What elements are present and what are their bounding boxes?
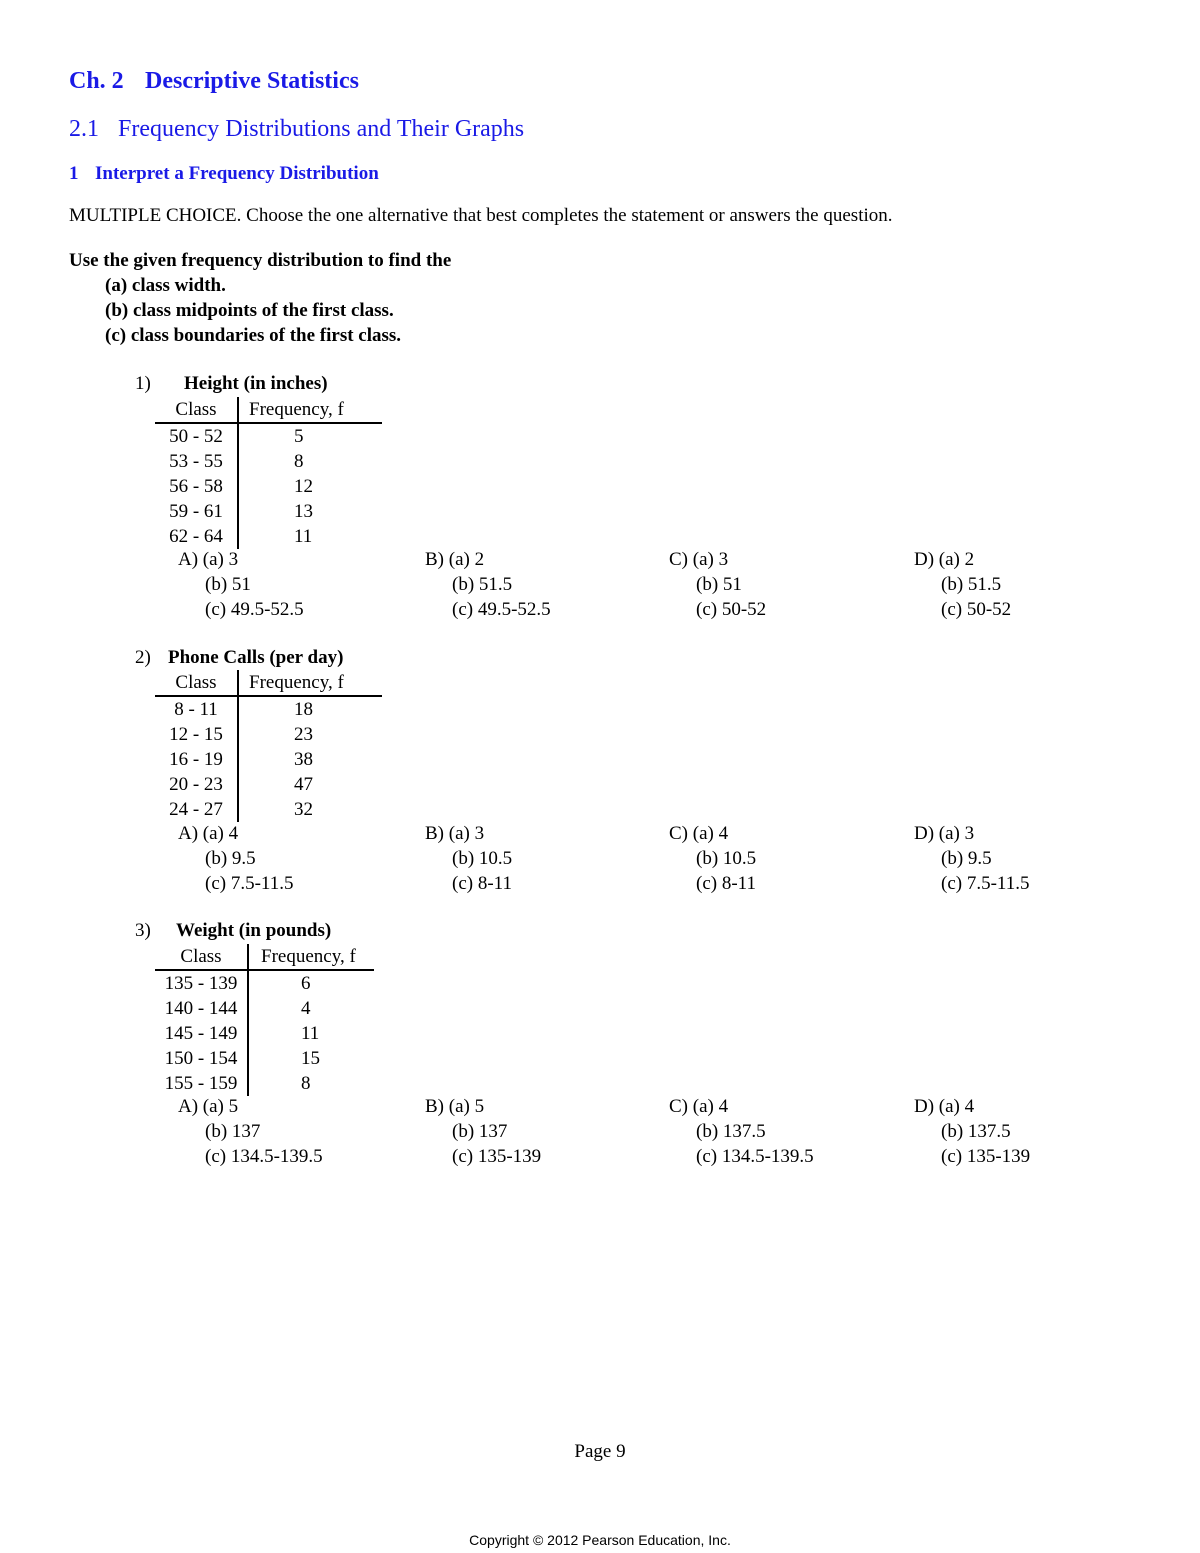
choice-d[interactable] bbox=[914, 1094, 1030, 1169]
class-cell: 135 - 139 bbox=[155, 970, 248, 996]
instructions-line-a: (a) class width. bbox=[105, 275, 226, 296]
question-title: Weight (in pounds) bbox=[176, 920, 332, 941]
chapter-number: Ch. 2 bbox=[69, 68, 124, 94]
choice-d[interactable] bbox=[914, 547, 1011, 622]
multiple-choice-instructions: MULTIPLE CHOICE. Choose the one alternative that best completes the statement or answers the question. bbox=[69, 205, 893, 226]
section-heading bbox=[69, 116, 524, 143]
table-row bbox=[155, 772, 382, 797]
choice-line: (b) 137 bbox=[205, 1121, 261, 1142]
table-row bbox=[155, 722, 382, 747]
page-number: Page 9 bbox=[574, 1441, 626, 1462]
objective-number: 1 bbox=[69, 163, 79, 184]
frequency-table bbox=[155, 944, 374, 1096]
choice-line: (c) 134.5-139.5 bbox=[696, 1146, 814, 1167]
choice-line: (b) 51 bbox=[696, 574, 742, 595]
copyright-notice: Copyright © 2012 Pearson Education, Inc. bbox=[469, 1532, 731, 1548]
choice-line: (c) 7.5-11.5 bbox=[205, 873, 294, 894]
question-title: Height (in inches) bbox=[184, 373, 328, 394]
frequency-cell: 5 bbox=[294, 425, 304, 447]
column-header-frequency: Frequency, f bbox=[238, 397, 382, 423]
choice-line: D) (a) 3 bbox=[914, 823, 975, 844]
table-row bbox=[155, 1021, 374, 1046]
section-title: Frequency Distributions and Their Graphs bbox=[118, 116, 525, 142]
choice-line: (b) 51.5 bbox=[452, 574, 513, 595]
frequency-cell: 15 bbox=[301, 1047, 320, 1069]
class-cell: 56 - 58 bbox=[155, 474, 238, 499]
choice-c[interactable] bbox=[669, 821, 756, 896]
chapter-title: Descriptive Statistics bbox=[145, 68, 359, 94]
choice-line: (c) 8-11 bbox=[696, 873, 756, 894]
column-header-frequency: Frequency, f bbox=[248, 944, 374, 970]
choice-line: (c) 50-52 bbox=[696, 599, 767, 620]
choice-line: (b) 10.5 bbox=[696, 848, 757, 869]
objective-heading bbox=[69, 163, 379, 185]
choice-b[interactable] bbox=[425, 547, 551, 622]
choice-line: (c) 49.5-52.5 bbox=[452, 599, 551, 620]
class-cell: 62 - 64 bbox=[155, 524, 238, 549]
class-cell: 145 - 149 bbox=[155, 1021, 248, 1046]
class-cell: 59 - 61 bbox=[155, 499, 238, 524]
choice-line: A) (a) 3 bbox=[178, 549, 239, 570]
choice-line: (b) 10.5 bbox=[452, 848, 513, 869]
frequency-cell: 8 bbox=[294, 450, 304, 472]
question-instructions bbox=[69, 248, 451, 348]
column-header-class: Class bbox=[155, 670, 238, 696]
choice-line: B) (a) 2 bbox=[425, 549, 485, 570]
choice-line: (c) 134.5-139.5 bbox=[205, 1146, 323, 1167]
column-header-class: Class bbox=[155, 944, 248, 970]
choice-a[interactable] bbox=[178, 821, 293, 896]
question-number: 2) bbox=[135, 647, 151, 668]
choice-line: (b) 51 bbox=[205, 574, 251, 595]
class-cell: 155 - 159 bbox=[155, 1071, 248, 1096]
choice-line: (c) 49.5-52.5 bbox=[205, 599, 304, 620]
choice-line: (b) 9.5 bbox=[205, 848, 256, 869]
choice-c[interactable] bbox=[669, 1094, 814, 1169]
choice-line: (c) 50-52 bbox=[941, 599, 1012, 620]
chapter-heading bbox=[69, 68, 359, 95]
column-header-frequency: Frequency, f bbox=[238, 670, 382, 696]
class-cell: 20 - 23 bbox=[155, 772, 238, 797]
frequency-cell: 13 bbox=[294, 500, 313, 522]
table-row bbox=[155, 1046, 374, 1071]
choice-b[interactable] bbox=[425, 1094, 541, 1169]
table-row bbox=[155, 996, 374, 1021]
frequency-cell: 6 bbox=[301, 972, 311, 994]
choice-line: (c) 135-139 bbox=[941, 1146, 1031, 1167]
frequency-cell: 47 bbox=[294, 773, 313, 795]
table-row bbox=[155, 747, 382, 772]
choice-d[interactable] bbox=[914, 821, 1029, 896]
column-header-class: Class bbox=[155, 397, 238, 423]
frequency-table bbox=[155, 397, 382, 549]
table-row bbox=[155, 970, 374, 996]
instructions-lead: Use the given frequency distribution to find the bbox=[69, 250, 452, 271]
choice-line: (c) 7.5-11.5 bbox=[941, 873, 1030, 894]
table-row bbox=[155, 499, 382, 524]
frequency-cell: 4 bbox=[301, 997, 311, 1019]
choice-a[interactable] bbox=[178, 547, 304, 622]
objective-title: Interpret a Frequency Distribution bbox=[95, 163, 379, 184]
frequency-table bbox=[155, 670, 382, 822]
choice-line: (b) 51.5 bbox=[941, 574, 1002, 595]
choice-c[interactable] bbox=[669, 547, 766, 622]
choice-line: C) (a) 4 bbox=[669, 1096, 729, 1117]
question-number: 3) bbox=[135, 920, 151, 941]
table-row bbox=[155, 1071, 374, 1096]
question-number: 1) bbox=[135, 373, 151, 394]
table-row bbox=[155, 797, 382, 822]
class-cell: 140 - 144 bbox=[155, 996, 248, 1021]
frequency-cell: 11 bbox=[301, 1022, 320, 1044]
table-row bbox=[155, 524, 382, 549]
choice-a[interactable] bbox=[178, 1094, 323, 1169]
choice-line: (b) 137 bbox=[452, 1121, 508, 1142]
class-cell: 53 - 55 bbox=[155, 449, 238, 474]
choice-line: C) (a) 3 bbox=[669, 549, 729, 570]
choice-line: A) (a) 4 bbox=[178, 823, 239, 844]
class-cell: 24 - 27 bbox=[155, 797, 238, 822]
class-cell: 150 - 154 bbox=[155, 1046, 248, 1071]
section-number: 2.1 bbox=[69, 116, 99, 142]
frequency-cell: 23 bbox=[294, 723, 313, 745]
choice-line: (c) 8-11 bbox=[452, 873, 512, 894]
frequency-cell: 12 bbox=[294, 475, 313, 497]
class-cell: 8 - 11 bbox=[155, 696, 238, 722]
choice-line: B) (a) 5 bbox=[425, 1096, 485, 1117]
table-row bbox=[155, 423, 382, 449]
choice-line: D) (a) 2 bbox=[914, 549, 975, 570]
choice-line: B) (a) 3 bbox=[425, 823, 485, 844]
instructions-line-b: (b) class midpoints of the first class. bbox=[105, 300, 394, 321]
choice-line: (b) 9.5 bbox=[941, 848, 992, 869]
class-cell: 12 - 15 bbox=[155, 722, 238, 747]
choice-line: C) (a) 4 bbox=[669, 823, 729, 844]
choice-line: D) (a) 4 bbox=[914, 1096, 975, 1117]
table-row bbox=[155, 474, 382, 499]
class-cell: 50 - 52 bbox=[155, 423, 238, 449]
frequency-cell: 32 bbox=[294, 798, 313, 820]
choice-line: (c) 135-139 bbox=[452, 1146, 542, 1167]
frequency-cell: 8 bbox=[301, 1072, 311, 1094]
choice-b[interactable] bbox=[425, 821, 512, 896]
frequency-cell: 38 bbox=[294, 748, 313, 770]
choice-line: (b) 137.5 bbox=[696, 1121, 766, 1142]
table-row bbox=[155, 696, 382, 722]
frequency-cell: 11 bbox=[294, 525, 313, 547]
choice-line: (b) 137.5 bbox=[941, 1121, 1011, 1142]
instructions-line-c: (c) class boundaries of the first class. bbox=[105, 325, 402, 346]
table-row bbox=[155, 449, 382, 474]
choice-line: A) (a) 5 bbox=[178, 1096, 239, 1117]
question-title: Phone Calls (per day) bbox=[168, 647, 344, 668]
class-cell: 16 - 19 bbox=[155, 747, 238, 772]
frequency-cell: 18 bbox=[294, 698, 313, 720]
